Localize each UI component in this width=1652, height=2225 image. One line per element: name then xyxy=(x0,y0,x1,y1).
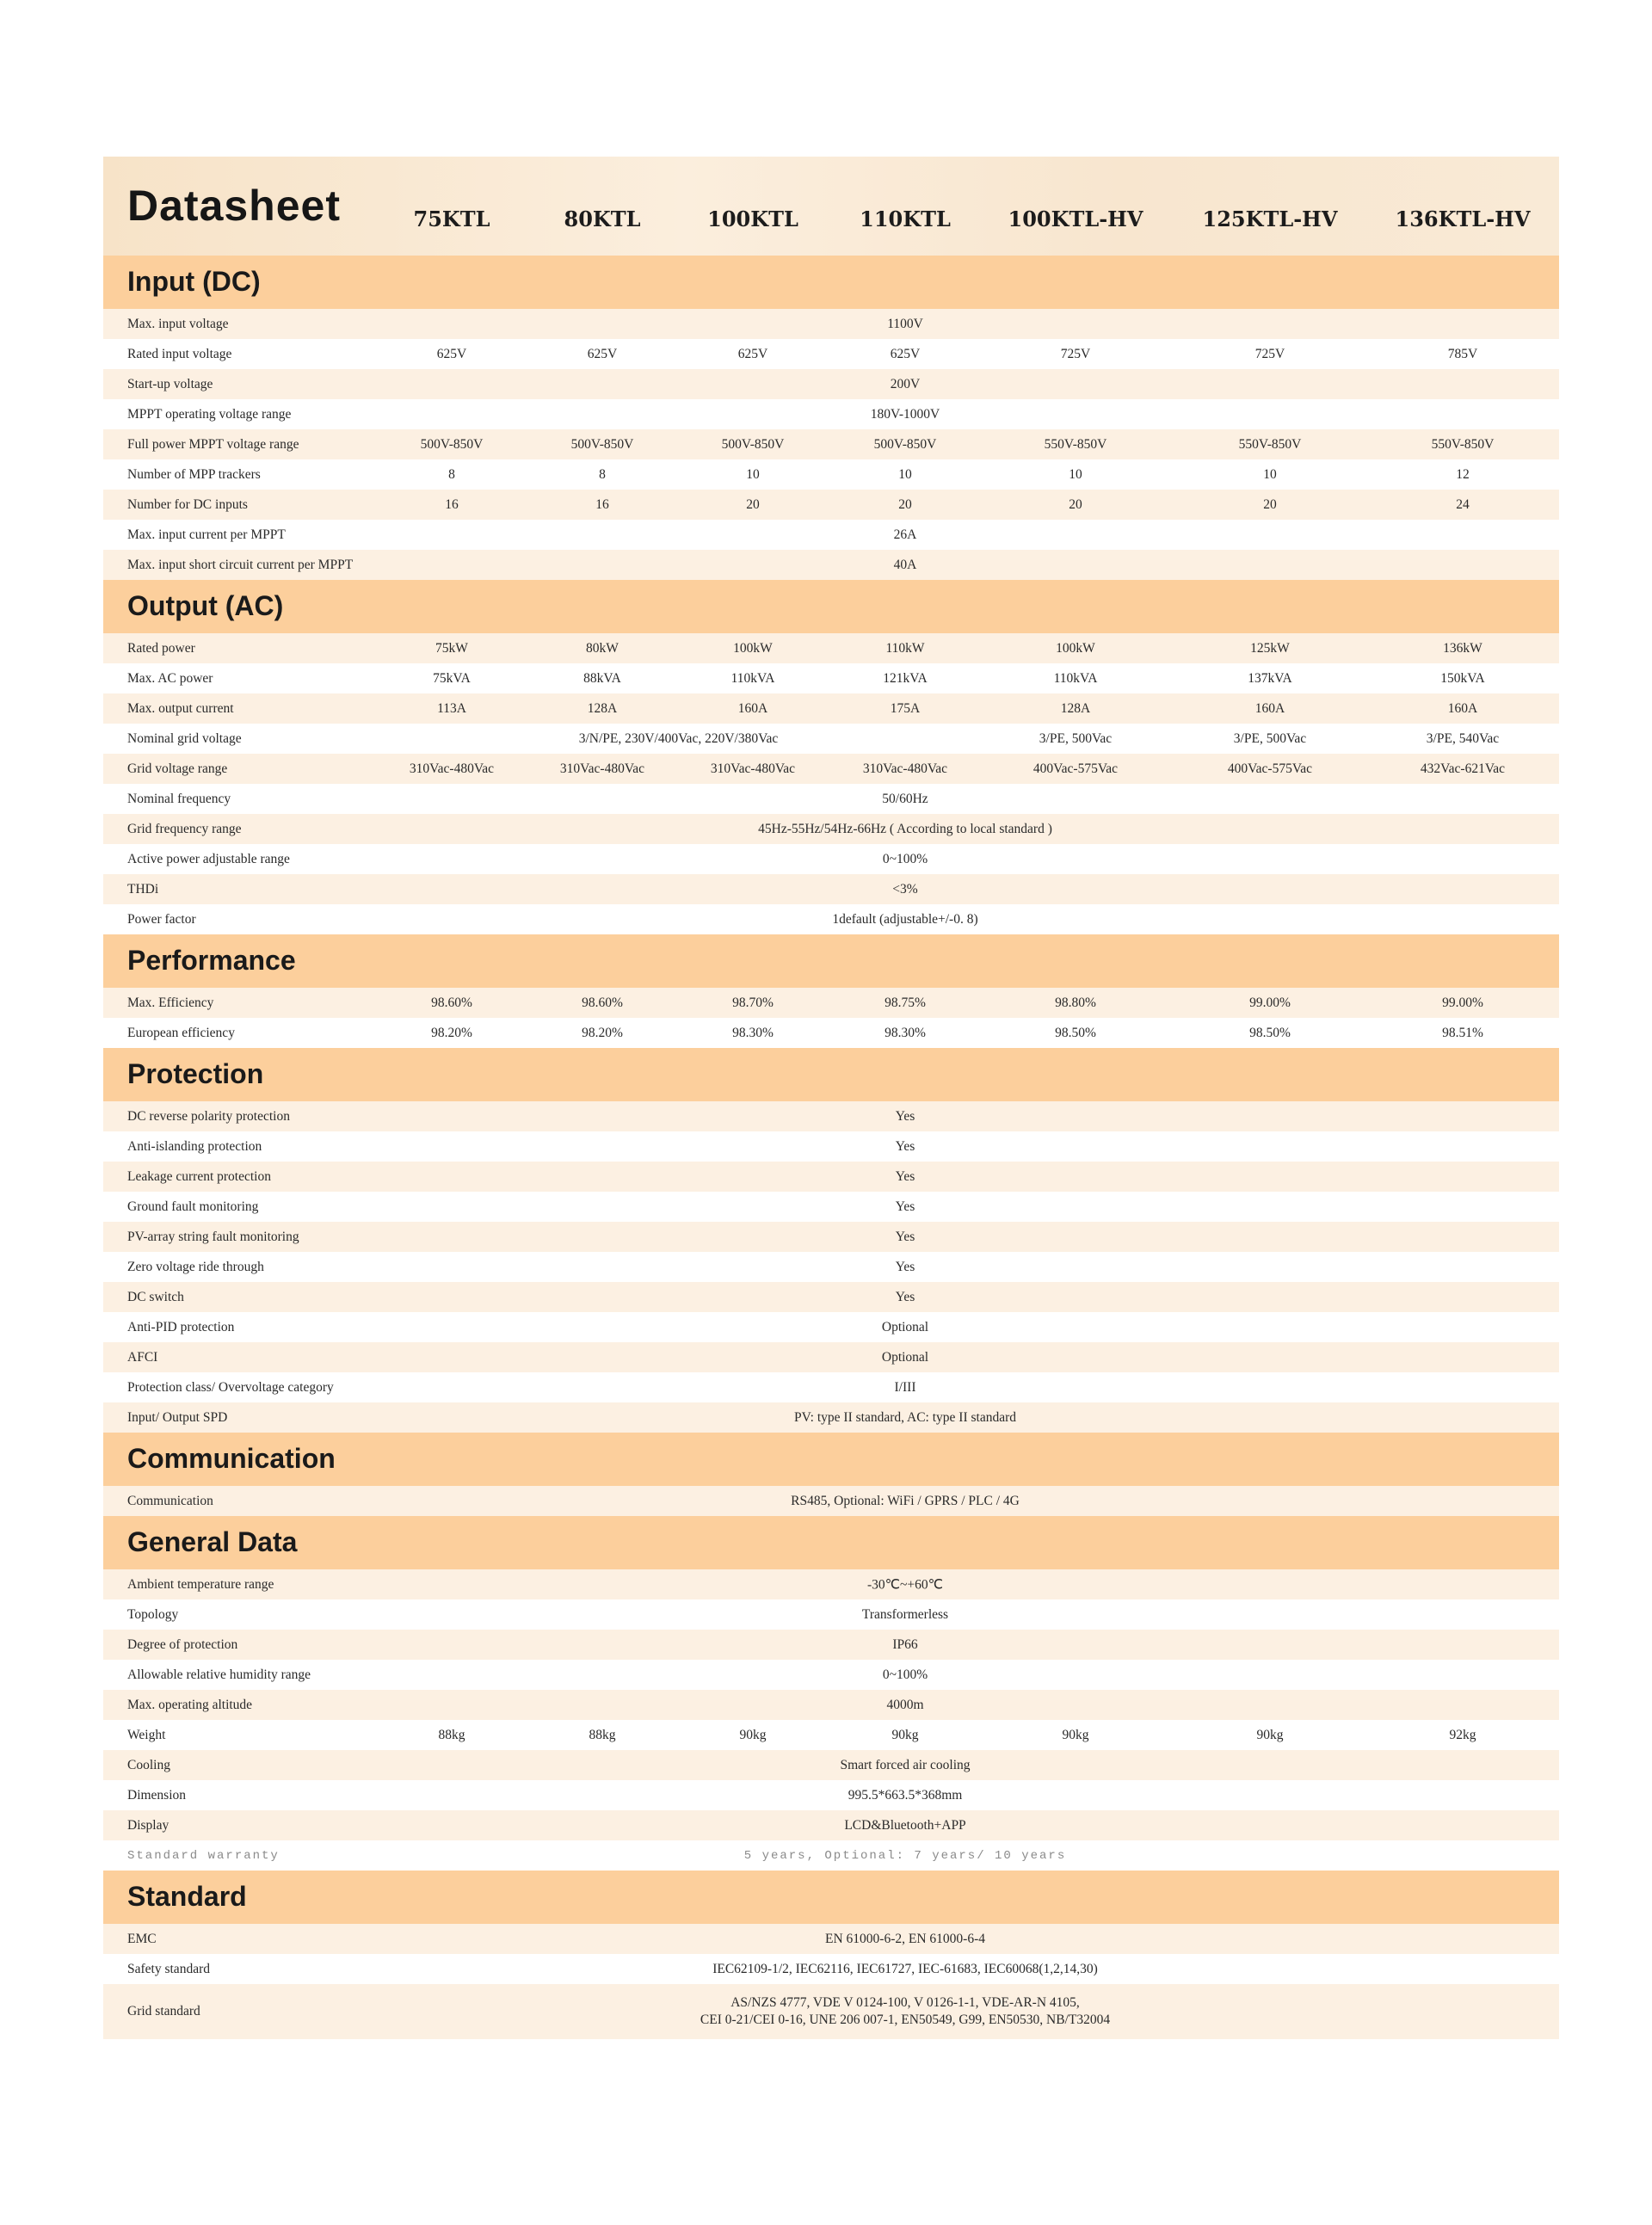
row-label: Max. input short circuit current per MPPT xyxy=(127,557,354,572)
model-header: 80KTL xyxy=(564,206,641,231)
model-header: 110KTL xyxy=(860,206,951,231)
row-label: Display xyxy=(127,1817,170,1833)
table-row xyxy=(103,844,1559,874)
row-label: MPPT operating voltage range xyxy=(127,406,292,422)
row-cell: 136kW xyxy=(1443,640,1482,656)
row-label: Input/ Output SPD xyxy=(127,1409,228,1425)
row-value: I/III xyxy=(894,1379,916,1395)
row-value: <3% xyxy=(892,881,918,897)
row-cell: 160A xyxy=(737,700,768,716)
row-label: EMC xyxy=(127,1931,157,1946)
row-label: Ambient temperature range xyxy=(127,1576,274,1592)
row-label: Max. Efficiency xyxy=(127,995,214,1010)
row-cell: 75kVA xyxy=(433,670,471,686)
section-title: Standard xyxy=(127,1881,247,1912)
table-row xyxy=(103,1954,1559,1984)
row-cell: 725V xyxy=(1060,346,1091,361)
row-cell: 110kW xyxy=(885,640,925,656)
row-value: 995.5*663.5*368mm xyxy=(848,1787,963,1803)
model-header: 100KTL xyxy=(707,206,798,231)
row-label: Protection class/ Overvoltage category xyxy=(127,1379,334,1395)
row-cell: 88kg xyxy=(438,1727,465,1742)
table-row xyxy=(103,1630,1559,1660)
row-cell: 3/N/PE, 230V/400Vac, 220V/380Vac xyxy=(578,730,779,746)
table-row xyxy=(103,1924,1559,1954)
row-label: Cooling xyxy=(127,1757,170,1772)
row-cell: 400Vac-575Vac xyxy=(1227,761,1313,776)
row-label: Dimension xyxy=(127,1787,187,1803)
row-label: Rated power xyxy=(127,640,195,656)
table-row xyxy=(103,1810,1559,1840)
row-cell: 88kVA xyxy=(583,670,621,686)
row-cell: 625V xyxy=(737,346,768,361)
row-cell: 625V xyxy=(890,346,921,361)
table-row xyxy=(103,1131,1559,1162)
table-row xyxy=(103,633,1559,663)
row-value: 5 years, Optional: 7 years/ 10 years xyxy=(743,1848,1067,1863)
section-title: Output (AC) xyxy=(127,590,284,621)
row-label: Standard warranty xyxy=(127,1848,280,1863)
row-cell: 100kW xyxy=(733,640,773,656)
row-cell: 128A xyxy=(1060,700,1091,716)
row-cell: 8 xyxy=(599,466,606,482)
table-row xyxy=(103,429,1559,459)
row-cell: 100kW xyxy=(1056,640,1095,656)
row-label: Grid standard xyxy=(127,2004,200,2019)
row-label: Ground fault monitoring xyxy=(127,1199,259,1214)
table-row xyxy=(103,754,1559,784)
table-row xyxy=(103,1486,1559,1516)
row-cell: 98.20% xyxy=(582,1025,623,1040)
table-row xyxy=(103,399,1559,429)
row-label: Communication xyxy=(127,1493,213,1508)
row-cell: 8 xyxy=(448,466,455,482)
row-cell: 99.00% xyxy=(1442,995,1483,1010)
row-label: Max. operating altitude xyxy=(127,1697,253,1712)
row-value: Yes xyxy=(895,1199,915,1214)
row-value: AS/NZS 4777, VDE V 0124-100, V 0126-1-1, VDE-AR-N 4105, CEI 0-21/CEI 0-16, UNE 206 007-1, EN50549, G99, EN50530, NB/T32004 xyxy=(700,1995,1111,2027)
row-label: Degree of protection xyxy=(127,1636,238,1652)
row-cell: 432Vac-621Vac xyxy=(1420,761,1506,776)
row-value: RS485, Optional: WiFi / GPRS / PLC / 4G xyxy=(791,1493,1020,1508)
section-header xyxy=(103,1871,1559,1924)
table-row xyxy=(103,1569,1559,1599)
table-row xyxy=(103,1312,1559,1342)
table-row xyxy=(103,663,1559,693)
row-label: Allowable relative humidity range xyxy=(127,1667,311,1682)
row-cell: 3/PE, 500Vac xyxy=(1233,730,1307,746)
row-cell: 20 xyxy=(1263,496,1277,512)
table-row xyxy=(103,1192,1559,1222)
row-value: PV: type II standard, AC: type II standard xyxy=(794,1409,1016,1425)
row-value: 45Hz-55Hz/54Hz-66Hz ( According to local standard ) xyxy=(758,821,1052,836)
row-label: PV-array string fault monitoring xyxy=(127,1229,299,1244)
table-row xyxy=(103,904,1559,934)
row-value: 26A xyxy=(893,527,917,542)
row-cell: 137kVA xyxy=(1248,670,1292,686)
table-row xyxy=(103,724,1559,754)
section-title: Communication xyxy=(127,1443,336,1474)
row-value: 40A xyxy=(893,557,917,572)
row-value: -30℃~+60℃ xyxy=(866,1577,944,1592)
row-cell: 10 xyxy=(898,466,912,482)
row-cell: 98.75% xyxy=(885,995,926,1010)
row-cell: 128A xyxy=(587,700,618,716)
row-value: Yes xyxy=(895,1229,915,1244)
section-title: Input (DC) xyxy=(127,266,261,297)
row-cell: 10 xyxy=(746,466,760,482)
row-label: Max. input current per MPPT xyxy=(127,527,286,542)
row-cell: 98.60% xyxy=(582,995,623,1010)
table-row xyxy=(103,1780,1559,1810)
row-value: Yes xyxy=(895,1138,915,1154)
row-label: Zero voltage ride through xyxy=(127,1259,264,1274)
row-cell: 500V-850V xyxy=(721,436,785,452)
row-label: Max. output current xyxy=(127,700,234,716)
row-label: Max. AC power xyxy=(127,670,213,686)
row-label: DC reverse polarity protection xyxy=(127,1108,290,1124)
row-value: Optional xyxy=(881,1349,929,1365)
section-header xyxy=(103,256,1559,309)
row-cell: 150kVA xyxy=(1440,670,1485,686)
row-cell: 92kg xyxy=(1449,1727,1476,1742)
table-row xyxy=(103,1101,1559,1131)
row-value: Yes xyxy=(895,1289,915,1304)
row-label: Weight xyxy=(127,1727,166,1742)
table-row xyxy=(103,520,1559,550)
row-cell: 90kg xyxy=(739,1727,767,1742)
row-cell: 125kW xyxy=(1250,640,1290,656)
row-cell: 24 xyxy=(1456,496,1470,512)
row-cell: 20 xyxy=(1069,496,1082,512)
row-cell: 88kg xyxy=(589,1727,616,1742)
row-label: Safety standard xyxy=(127,1961,210,1976)
row-label: Max. input voltage xyxy=(127,316,229,331)
row-label: Full power MPPT voltage range xyxy=(127,436,299,452)
table-row xyxy=(103,1660,1559,1690)
table-row xyxy=(103,1402,1559,1433)
table-row xyxy=(103,459,1559,490)
row-value: LCD&Bluetooth+APP xyxy=(844,1817,966,1833)
row-cell: 500V-850V xyxy=(420,436,484,452)
row-cell: 110kVA xyxy=(730,670,775,686)
table-row xyxy=(103,1750,1559,1780)
row-cell: 90kg xyxy=(1062,1727,1089,1742)
row-cell: 550V-850V xyxy=(1431,436,1495,452)
row-value: 180V-1000V xyxy=(870,406,940,422)
model-header: 100KTL-HV xyxy=(1008,206,1143,231)
row-cell: 98.51% xyxy=(1442,1025,1483,1040)
row-value: IP66 xyxy=(892,1636,918,1652)
section-header xyxy=(103,580,1559,633)
row-value: 4000m xyxy=(886,1697,924,1712)
row-cell: 16 xyxy=(595,496,609,512)
section-title: Performance xyxy=(127,945,296,976)
table-row xyxy=(103,1342,1559,1372)
row-value: Yes xyxy=(895,1108,915,1124)
table-row xyxy=(103,988,1559,1018)
table-row xyxy=(103,1720,1559,1750)
row-cell: 310Vac-480Vac xyxy=(862,761,948,776)
row-cell: 625V xyxy=(436,346,467,361)
table-row xyxy=(103,490,1559,520)
table-row xyxy=(103,1599,1559,1630)
table-row xyxy=(103,693,1559,724)
section-header xyxy=(103,1433,1559,1486)
row-cell: 160A xyxy=(1447,700,1478,716)
row-cell: 725V xyxy=(1254,346,1285,361)
row-cell: 75kW xyxy=(435,640,468,656)
row-cell: 98.20% xyxy=(431,1025,472,1040)
section-header xyxy=(103,1048,1559,1101)
table-row xyxy=(103,1018,1559,1048)
row-cell: 99.00% xyxy=(1249,995,1291,1010)
row-value: 1100V xyxy=(887,316,923,331)
row-label: Start-up voltage xyxy=(127,376,213,391)
table-row xyxy=(103,1984,1559,2039)
section-title: General Data xyxy=(127,1526,298,1557)
row-label: Number for DC inputs xyxy=(127,496,248,512)
table-row xyxy=(103,550,1559,580)
table-row xyxy=(103,1690,1559,1720)
row-cell: 310Vac-480Vac xyxy=(559,761,645,776)
row-cell: 98.30% xyxy=(732,1025,774,1040)
row-cell: 90kg xyxy=(891,1727,919,1742)
table-row xyxy=(103,1840,1559,1871)
table-row xyxy=(103,1282,1559,1312)
row-cell: 90kg xyxy=(1256,1727,1284,1742)
row-label: Power factor xyxy=(127,911,196,927)
row-cell: 625V xyxy=(587,346,618,361)
table-row xyxy=(103,874,1559,904)
row-label: AFCI xyxy=(127,1349,158,1365)
row-cell: 160A xyxy=(1254,700,1285,716)
row-cell: 98.50% xyxy=(1249,1025,1291,1040)
row-label: Anti-islanding protection xyxy=(127,1138,262,1154)
row-value: Yes xyxy=(895,1259,915,1274)
row-cell: 113A xyxy=(437,700,466,716)
row-value: EN 61000-6-2, EN 61000-6-4 xyxy=(825,1931,985,1946)
row-label: DC switch xyxy=(127,1289,184,1304)
model-header: 75KTL xyxy=(413,206,490,231)
row-cell: 16 xyxy=(445,496,459,512)
table-row xyxy=(103,1162,1559,1192)
row-value: Yes xyxy=(895,1168,915,1184)
row-value: 0~100% xyxy=(882,1667,928,1682)
table-row xyxy=(103,1372,1559,1402)
section-title: Protection xyxy=(127,1058,264,1089)
table-row xyxy=(103,339,1559,369)
row-value: 0~100% xyxy=(882,851,928,866)
section-header xyxy=(103,1516,1559,1569)
row-cell: 98.70% xyxy=(732,995,774,1010)
row-cell: 175A xyxy=(890,700,921,716)
row-label: Active power adjustable range xyxy=(127,851,290,866)
row-label: Nominal frequency xyxy=(127,791,231,806)
table-row xyxy=(103,1252,1559,1282)
row-cell: 550V-850V xyxy=(1044,436,1107,452)
datasheet-table xyxy=(103,157,1559,2039)
row-value: Smart forced air cooling xyxy=(840,1757,971,1772)
table-row xyxy=(103,309,1559,339)
row-value: IEC62109-1/2, IEC62116, IEC61727, IEC-61683, IEC60068(1,2,14,30) xyxy=(712,1961,1098,1976)
row-cell: 3/PE, 500Vac xyxy=(1039,730,1113,746)
section-header xyxy=(103,934,1559,988)
row-label: Number of MPP trackers xyxy=(127,466,261,482)
row-value: 200V xyxy=(890,376,921,391)
row-value: 50/60Hz xyxy=(882,791,928,806)
row-label: Leakage current protection xyxy=(127,1168,271,1184)
row-label: Anti-PID protection xyxy=(127,1319,235,1334)
row-cell: 12 xyxy=(1456,466,1470,482)
row-label: Grid frequency range xyxy=(127,821,242,836)
row-cell: 10 xyxy=(1069,466,1082,482)
table-row xyxy=(103,814,1559,844)
table-row xyxy=(103,369,1559,399)
row-cell: 500V-850V xyxy=(873,436,937,452)
row-cell: 98.60% xyxy=(431,995,472,1010)
row-cell: 121kVA xyxy=(883,670,928,686)
row-cell: 20 xyxy=(898,496,912,512)
row-cell: 500V-850V xyxy=(570,436,634,452)
row-cell: 550V-850V xyxy=(1238,436,1302,452)
title-row xyxy=(103,157,1559,256)
row-cell: 98.30% xyxy=(885,1025,926,1040)
row-cell: 310Vac-480Vac xyxy=(409,761,495,776)
row-value: Optional xyxy=(881,1319,929,1334)
row-cell: 80kW xyxy=(586,640,619,656)
row-cell: 310Vac-480Vac xyxy=(710,761,796,776)
row-value: Transformerless xyxy=(861,1606,949,1622)
table-row xyxy=(103,1222,1559,1252)
table-row xyxy=(103,784,1559,814)
row-label: Nominal grid voltage xyxy=(127,730,242,746)
row-cell: 400Vac-575Vac xyxy=(1032,761,1119,776)
row-cell: 20 xyxy=(746,496,760,512)
row-label: Rated input voltage xyxy=(127,346,232,361)
row-cell: 3/PE, 540Vac xyxy=(1426,730,1500,746)
row-value: 1default (adjustable+/-0. 8) xyxy=(832,911,978,927)
row-cell: 10 xyxy=(1263,466,1277,482)
row-cell: 785V xyxy=(1447,346,1478,361)
row-label: Topology xyxy=(127,1606,179,1622)
page-title: Datasheet xyxy=(127,182,341,230)
row-label: THDi xyxy=(127,881,159,897)
row-label: Grid voltage range xyxy=(127,761,228,776)
model-header: 125KTL-HV xyxy=(1202,206,1338,231)
row-cell: 110kVA xyxy=(1053,670,1098,686)
row-cell: 98.80% xyxy=(1055,995,1096,1010)
row-cell: 98.50% xyxy=(1055,1025,1096,1040)
row-label: European efficiency xyxy=(127,1025,235,1040)
model-header: 136KTL-HV xyxy=(1395,206,1531,231)
